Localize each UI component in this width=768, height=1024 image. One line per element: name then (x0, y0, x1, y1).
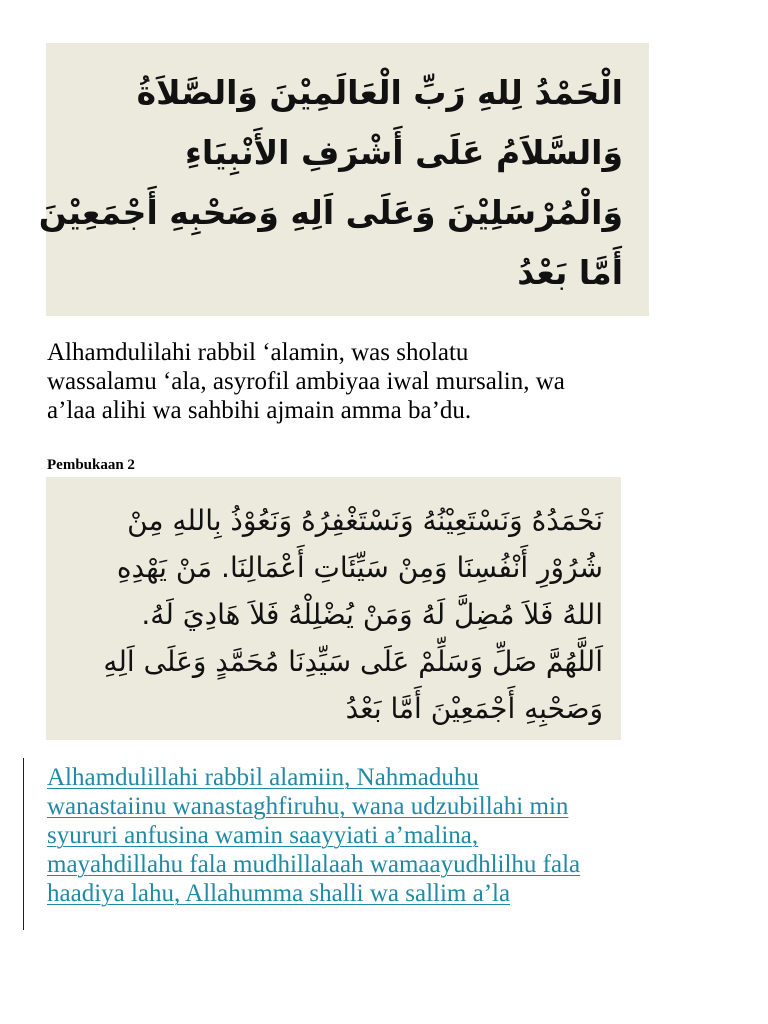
arabic-text-image-1 (38, 43, 649, 316)
change-bar (23, 758, 24, 930)
arabic-line: اللهُ فَلاَ مُضِلَّ لَهُ وَمَنْ يُضْلِلْهُ فَلاَ هَادِيَ لَهُ. (141, 598, 603, 631)
arabic-line: الْحَمْدُ لِلهِ رَبِّ الْعَالَمِيْنَ وَالصَّلاَةُ (136, 73, 623, 112)
arabic-line: نَحْمَدُهُ وَنَسْتَعِيْنُهُ وَنَسْتَغْفِرُهُ وَنَعُوْذُ بِاللهِ مِنْ (127, 504, 603, 537)
arabic-line: أَمَّا بَعْدُ (517, 253, 623, 292)
arabic-line: وَصَحْبِهِ أَجْمَعِيْنَ أَمَّا بَعْدُ (345, 692, 603, 725)
arabic-line: اَللَّهُمَّ صَلِّ وَسَلِّمْ عَلَى سَيِّدِنَا مُحَمَّدٍ وَعَلَى اَلِهِ (103, 645, 603, 678)
transliteration-paragraph-1 (47, 338, 737, 425)
transliteration-line: Alhamdulilahi rabbil ‘alamin, was sholatu (47, 339, 469, 366)
transliteration-line[interactable]: wanastaiinu wanastaghfiruhu, wana udzubillahi min (47, 793, 569, 820)
arabic-text-image-2 (46, 477, 621, 740)
transliteration-paragraph-2[interactable] (47, 763, 747, 908)
transliteration-line: a’laa alihi wa sahbihi ajmain amma ba’du. (47, 397, 472, 424)
transliteration-line[interactable]: Alhamdulillahi rabbil alamiin, Nahmaduhu (47, 764, 479, 791)
transliteration-line: wassalamu ‘ala, asyrofil ambiyaa iwal mursalin, wa (47, 368, 565, 395)
transliteration-line[interactable]: haadiya lahu, Allahumma shalli wa sallim a’la (47, 880, 511, 907)
arabic-line: شُرُوْرِ أَنْفُسِنَا وَمِنْ سَيِّئَاتِ أَعْمَالِنَا. مَنْ يَهْدِهِ (116, 551, 603, 584)
transliteration-line[interactable]: syururi anfusina wamin saayyiati a’malina, (47, 822, 479, 849)
transliteration-line[interactable]: mayahdillahu fala mudhillalaah wamaayudhlilhu fala (47, 851, 581, 878)
section-heading: Pembukaan 2 (47, 457, 135, 473)
arabic-line: وَالسَّلاَمُ عَلَى أَشْرَفِ الأَنْبِيَاءِ (184, 133, 623, 172)
arabic-line: وَالْمُرْسَلِيْنَ وَعَلَى اَلِهِ وَصَحْبِهِ أَجْمَعِيْنَ (38, 193, 623, 232)
